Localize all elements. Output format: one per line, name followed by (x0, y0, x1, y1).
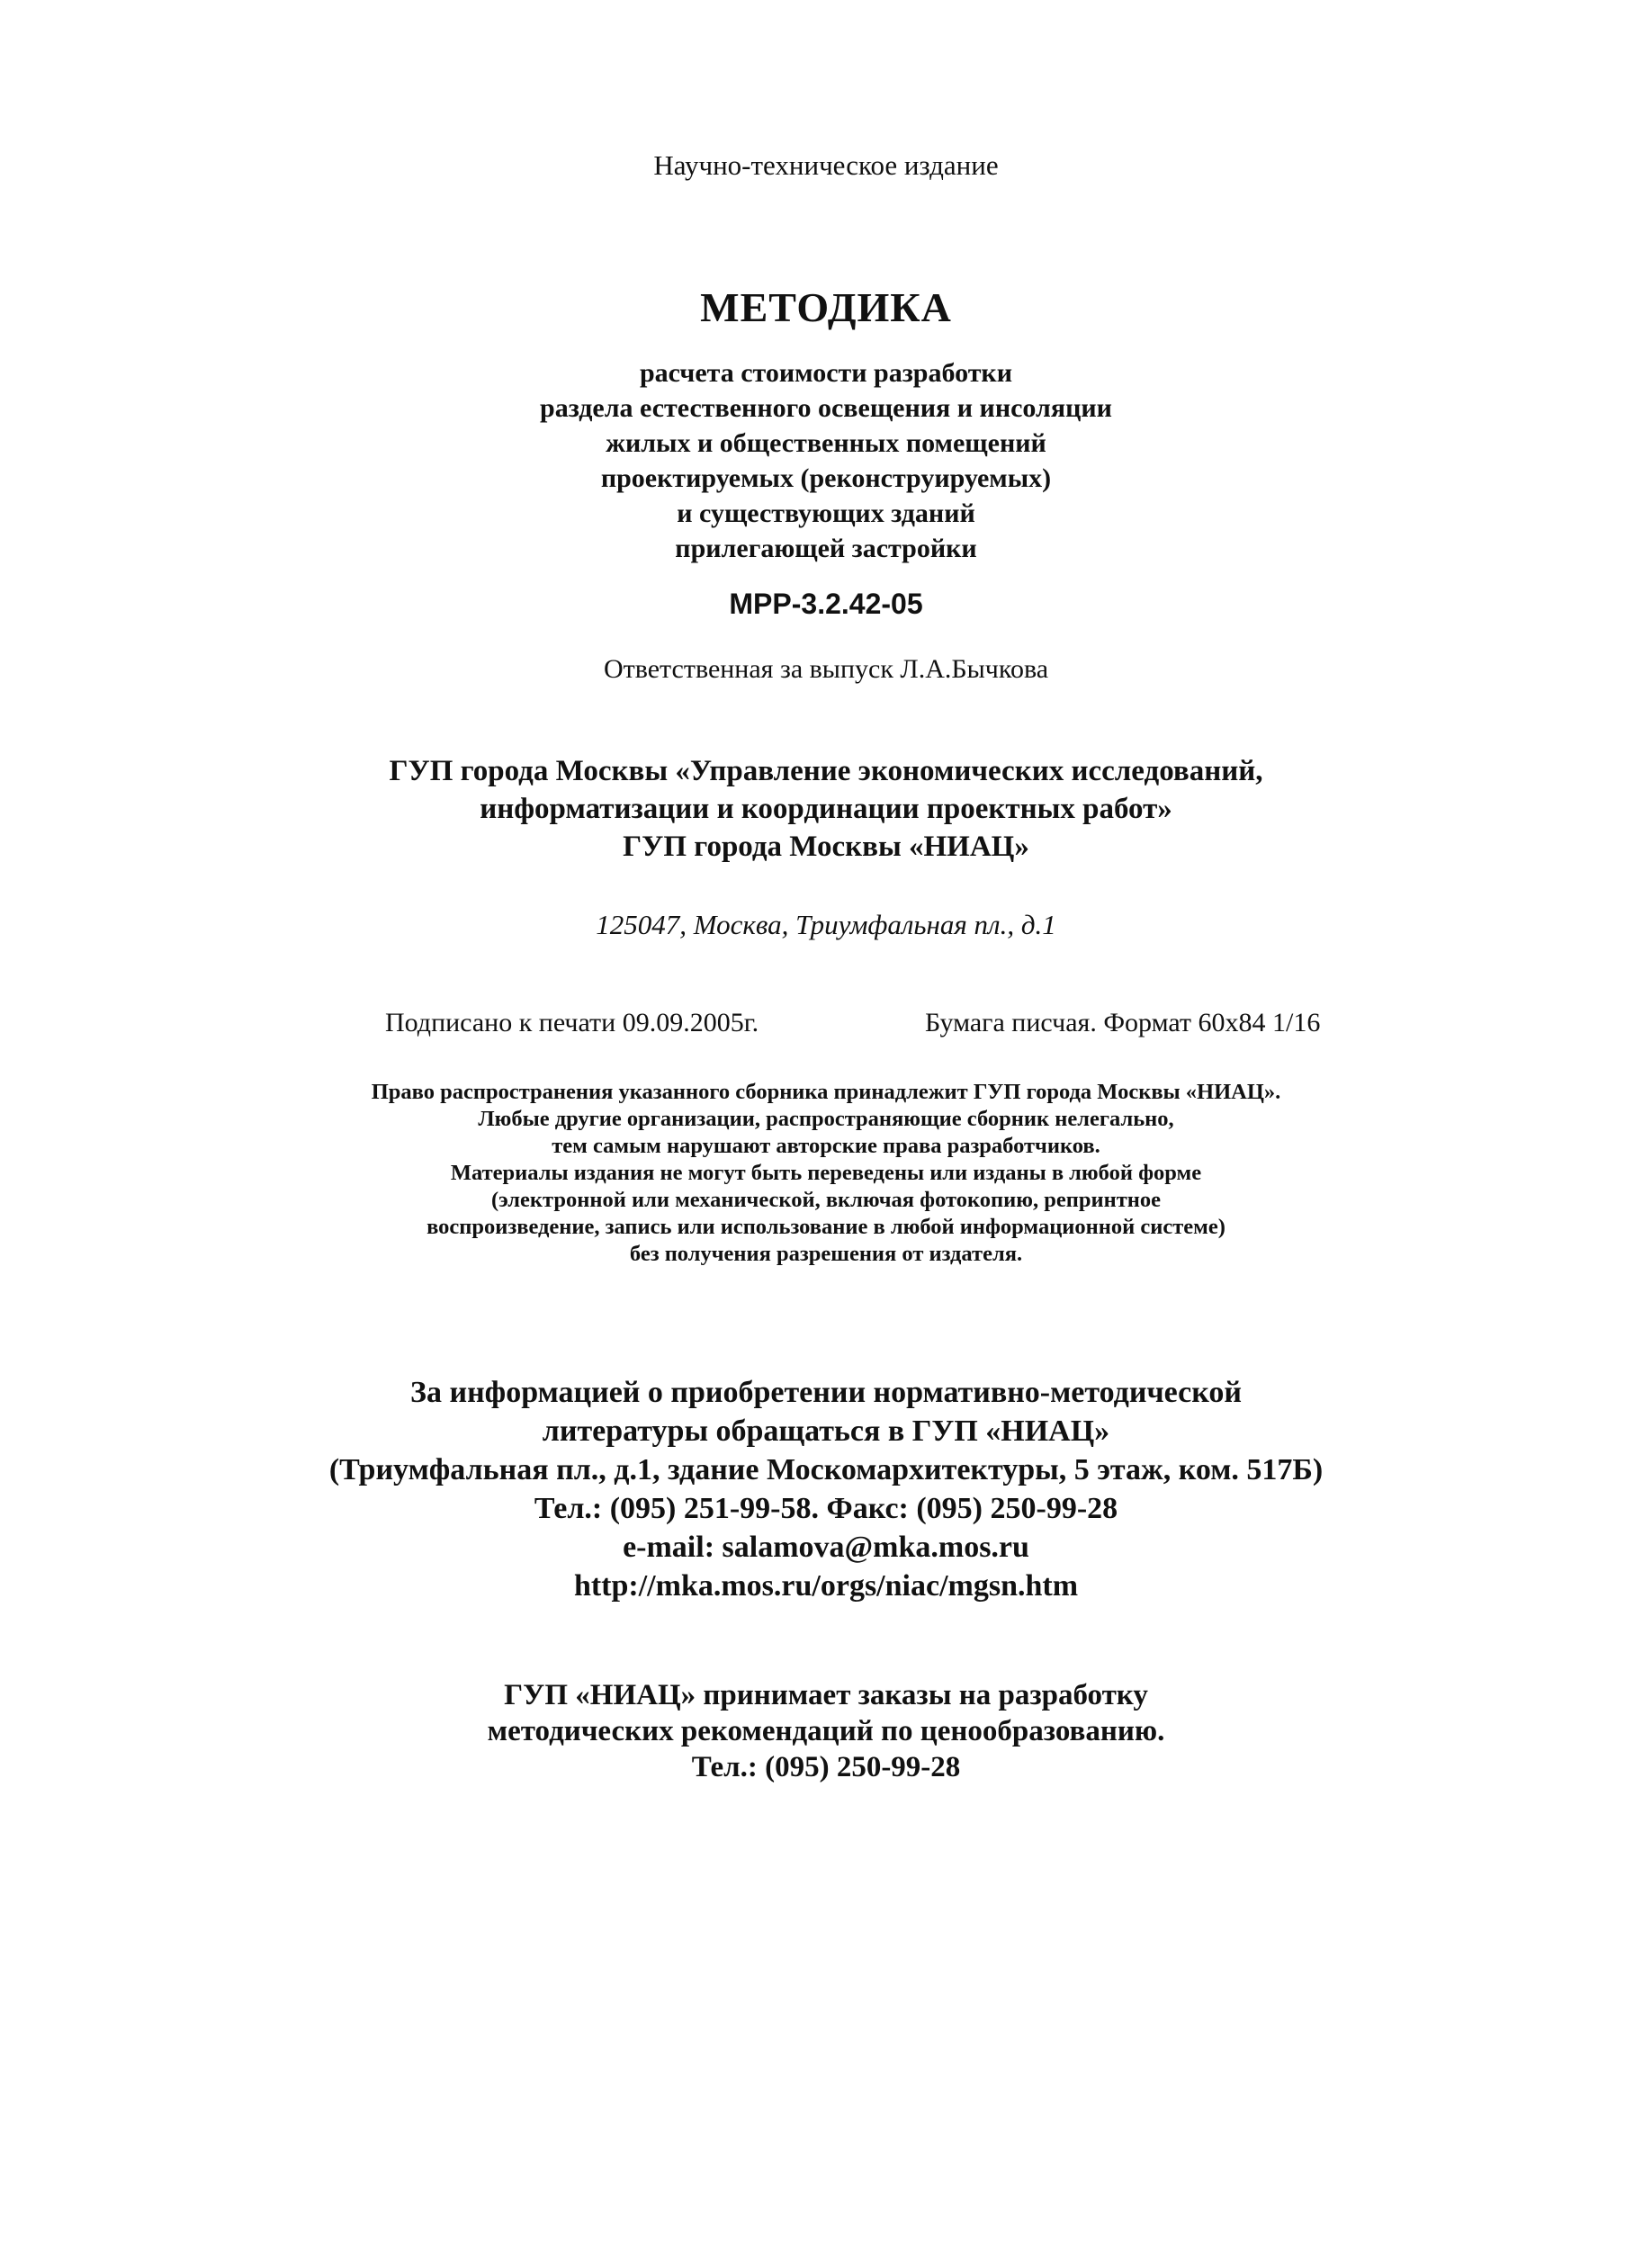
copyright-line: без получения разрешения от издателя. (629, 1242, 1023, 1266)
subtitle-line: прилегающей застройки (675, 534, 977, 563)
contact-info-block (0, 1373, 1652, 1605)
subtitle-line: расчета стоимости разработки (640, 358, 1012, 388)
responsible-person: Ответственная за выпуск Л.А.Бычкова (603, 654, 1049, 684)
orders-line: ГУП «НИАЦ» принимает заказы на разработку (504, 1679, 1148, 1711)
subtitle-block (0, 355, 1652, 566)
publisher-line: информатизации и координации проектных работ» (480, 793, 1172, 825)
document-code: МРР-3.2.42-05 (729, 588, 923, 620)
copyright-line: Материалы издания не могут быть переведены или изданы в любой форме (450, 1161, 1202, 1185)
contact-website: http://mka.mos.ru/orgs/niac/mgsn.htm (573, 1569, 1079, 1603)
edition-type: Научно-техническое издание (653, 149, 999, 181)
copyright-line: (электронной или механической, включая фотокопию, репринтное (491, 1188, 1161, 1212)
copyright-line: Любые другие организации, распространяющие сборник нелегально, (478, 1107, 1174, 1131)
document-title: МЕТОДИКА (700, 284, 952, 330)
publisher-line: ГУП города Москвы «Управление экономических исследований, (389, 755, 1263, 787)
contact-info-line: литературы обращаться в ГУП «НИАЦ» (542, 1414, 1110, 1448)
orders-line: методических рекомендаций по ценообразованию. (487, 1715, 1165, 1747)
copyright-line: Право распространения указанного сборника принадлежит ГУП города Москвы «НИАЦ». (371, 1080, 1281, 1104)
signed-for-print: Подписано к печати 09.09.2005г. (385, 1008, 759, 1037)
subtitle-line: и существующих зданий (677, 498, 975, 528)
copyright-notice (0, 1079, 1652, 1268)
subtitle-line: раздела естественного освещения и инсоляции (540, 393, 1112, 423)
paper-format: Бумага писчая. Формат 60x84 1/16 (925, 1008, 1321, 1037)
subtitle-line: жилых и общественных помещений (606, 428, 1046, 458)
contact-info-line: За информацией о приобретении нормативно-методической (410, 1376, 1242, 1409)
publisher-address: 125047, Москва, Триумфальная пл., д.1 (596, 909, 1056, 940)
orders-block (0, 1677, 1652, 1785)
contact-email: e-mail: salamova@mka.mos.ru (623, 1531, 1029, 1564)
orders-phone: Тел.: (095) 250-99-28 (691, 1751, 961, 1783)
copyright-line: тем самым нарушают авторские права разработчиков. (552, 1134, 1100, 1158)
subtitle-line: проектируемых (реконструируемых) (600, 463, 1052, 493)
publisher-line: ГУП города Москвы «НИАЦ» (623, 831, 1029, 863)
copyright-line: воспроизведение, запись или использование в любой информационной системе) (426, 1215, 1226, 1239)
contact-phone-fax: Тел.: (095) 251-99-58. Факс: (095) 250-99-28 (534, 1492, 1118, 1525)
publisher-block (0, 752, 1652, 866)
contact-info-line: (Триумфальная пл., д.1, здание Москомархитектуры, 5 этаж, ком. 517Б) (328, 1453, 1324, 1486)
